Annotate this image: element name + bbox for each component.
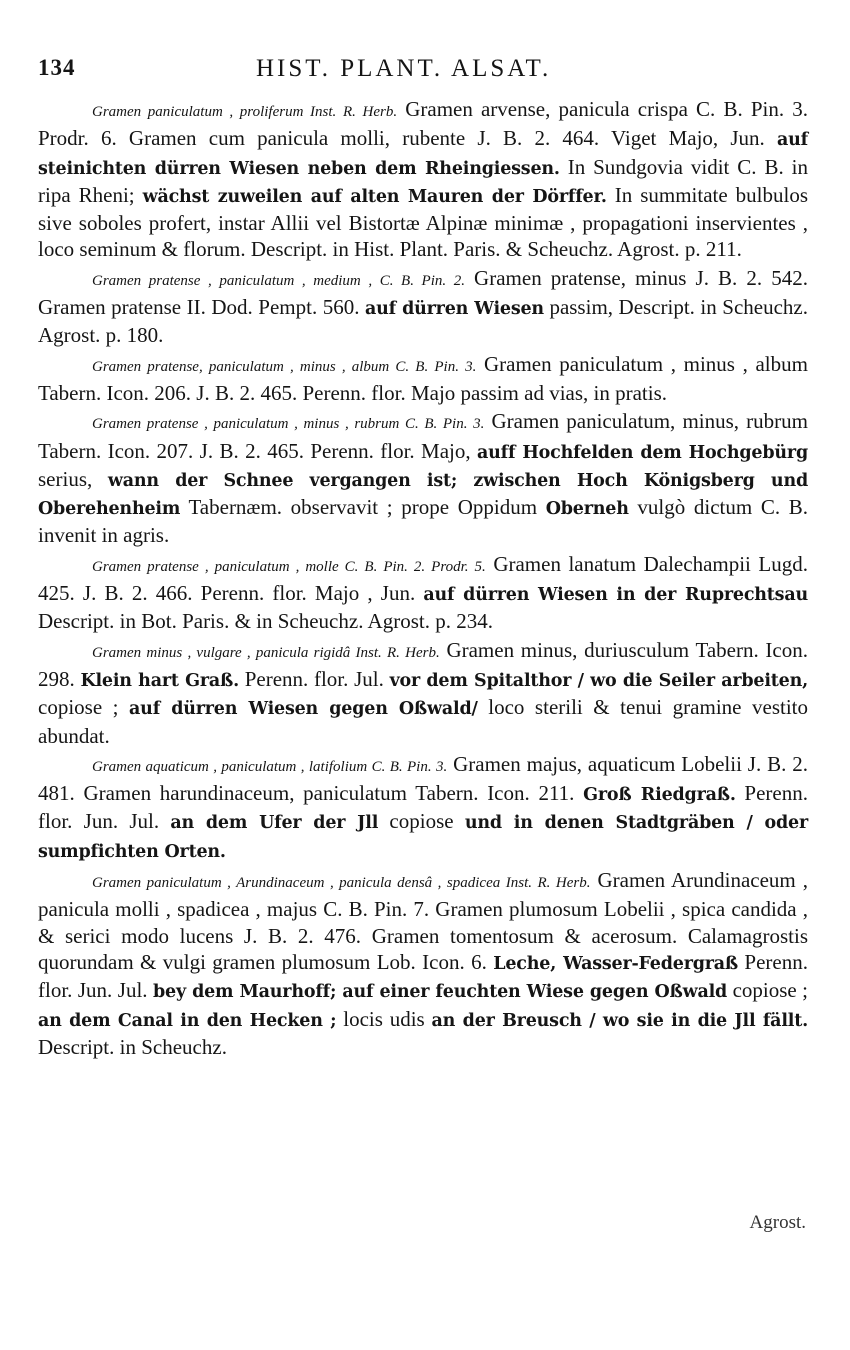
- entry-text: Gramen pratense, minus J. B. 2. 542. Gramen pratense II. Dod. Pempt. 560.: [38, 265, 808, 320]
- german-locality: auf dürren Wiesen gegen Oßwald/: [129, 699, 478, 720]
- german-locality: vor dem Spitalthor / wo die Seiler arbeiten,: [389, 670, 809, 691]
- entry-text: Tabernæm. observavit ; prope Oppidum: [180, 495, 546, 520]
- entry-name: Gramen paniculatum , Arundinaceum , panicula densâ , spadicea Inst. R. Herb.: [92, 875, 591, 892]
- entry: [38, 265, 808, 349]
- german-locality: Groß Riedgraß.: [583, 785, 736, 806]
- running-title: HIST. PLANT. ALSAT.: [256, 55, 552, 82]
- entry-text: copiose: [378, 809, 465, 834]
- german-locality: auf dürren Wiesen: [364, 299, 544, 320]
- entry-text: Gramen minus, duriusculum Tabern. Icon. 298.: [38, 637, 808, 691]
- german-locality: und in denen Stadtgräben / oder sumpfichten Orten.: [38, 813, 809, 862]
- german-locality: bey dem Maurhoff; auf einer feuchten Wiese gegen Oßwald: [153, 982, 728, 1003]
- german-locality: auf steinichten dürren Wiesen neben dem Rheingiessen.: [38, 130, 808, 179]
- entry-text: vulgò dictum C. B. invenit in agris.: [38, 495, 808, 548]
- german-locality: Leche, Wasser-Federgraß: [493, 953, 739, 974]
- entry-text: Perenn. flor. Jul.: [239, 666, 390, 691]
- entry: [38, 551, 808, 635]
- entry-name: Gramen pratense , paniculatum , medium , C. B. Pin. 2.: [92, 272, 465, 289]
- german-locality: an dem Canal in den Hecken ;: [38, 1010, 337, 1031]
- entry-text: Gramen paniculatum, minus, rubrum Tabern. Icon. 207. J. B. 2. 465. Perenn. flor. Majo,: [38, 409, 808, 463]
- entry-text: copiose ;: [38, 695, 130, 720]
- german-locality: an der Breusch / wo sie in die Jll fällt.: [431, 1010, 808, 1031]
- german-locality: auff Hochfelden dem Hochgebürg: [476, 442, 808, 463]
- german-locality: Klein hart Graß.: [80, 670, 239, 691]
- entry-text: Perenn. flor. Jun. Jul.: [38, 949, 808, 1003]
- entry-text: passim, Descript. in Scheuchz. Agrost. p. 180.: [38, 295, 808, 348]
- entry-text: Descript. in Scheuchz.: [38, 1034, 227, 1059]
- catchword: Agrost.: [749, 1212, 806, 1233]
- german-locality: auf dürren Wiesen in der Ruprechtsau: [423, 585, 808, 606]
- entry: [38, 867, 808, 1060]
- entry: [38, 751, 808, 865]
- entry-text: In Sundgovia vidit C. B. in ripa Rheni;: [38, 154, 808, 207]
- entry-name: Gramen aquaticum , paniculatum , latifolium C. B. Pin. 3.: [92, 758, 448, 775]
- entry-text: copiose ;: [727, 978, 809, 1003]
- entry-text: Gramen arvense, panicula crispa C. B. Pin. 3. Prodr. 6. Gramen cum panicula molli, rubente J. B. 2. 464. Viget Majo, Jun.: [38, 97, 808, 151]
- entry: [38, 637, 808, 749]
- page-body: [38, 96, 808, 1062]
- entry: [38, 408, 808, 548]
- german-locality: Oberneh: [545, 499, 629, 520]
- entry-text: loco sterili & tenui gramine vestito abundat.: [38, 695, 809, 748]
- entry-name: Gramen pratense , paniculatum , minus , rubrum C. B. Pin. 3.: [92, 416, 485, 433]
- page-number: 134: [38, 55, 76, 80]
- german-locality: wächst zuweilen auf alten Mauren der Dörffer.: [142, 186, 607, 207]
- entry: [38, 351, 808, 407]
- entry-text: Gramen Arundinaceum , panicula molli , spadicea , majus C. B. Pin. 7. Gramen plumosum Lobelii , spica candida , & serici modo lucens J. B. 2. 476. Gramen tomentosum & acerosum. Calamagrostis quorundam & vulgi gramen plumosum Lob. Icon. 6.: [38, 868, 808, 974]
- entry-name: Gramen pratense, paniculatum , minus , album C. B. Pin. 3.: [92, 358, 477, 375]
- entry-text: Gramen paniculatum , minus , album Tabern. Icon. 206. J. B. 2. 465. Perenn. flor. Majo passim ad vias, in pratis.: [38, 351, 808, 405]
- entry-name: Gramen paniculatum , proliferum Inst. R. Herb.: [92, 104, 398, 120]
- entry: [38, 96, 808, 263]
- entry-name: Gramen minus , vulgare , panicula rigidâ Inst. R. Herb.: [92, 644, 440, 661]
- entry-text: Descript. in Bot. Paris. & in Scheuchz. Agrost. p. 234.: [38, 609, 493, 634]
- entry-text: In summitate bulbulos sive soboles profert, instar Allii vel Bistortæ Alpinæ minimæ , propagationi inservientes , loco seminum & florum. Descript. in Hist. Plant. Paris. & Scheuchz. Agrost. p. 211.: [38, 182, 809, 262]
- entry-text: Gramen lanatum Dalechampii Lugd. 425. J. B. 2. 466. Perenn. flor. Majo , Jun.: [38, 551, 808, 606]
- german-locality: wann der Schnee vergangen ist; zwischen Hoch Königsberg und Oberehenheim: [38, 470, 809, 520]
- entry-name: Gramen pratense , paniculatum , molle C. B. Pin. 2. Prodr. 5.: [92, 558, 486, 575]
- entry-text: serius,: [38, 466, 108, 491]
- entry-text: locis udis: [336, 1006, 432, 1031]
- entry-text: Gramen majus, aquaticum Lobelii J. B. 2. 481. Gramen harundinaceum, paniculatum Tabern. Icon. 211.: [38, 751, 808, 806]
- entry-text: Perenn. flor. Jun. Jul.: [38, 781, 808, 834]
- german-locality: an dem Ufer der Jll: [170, 813, 379, 834]
- page-header: [38, 55, 810, 91]
